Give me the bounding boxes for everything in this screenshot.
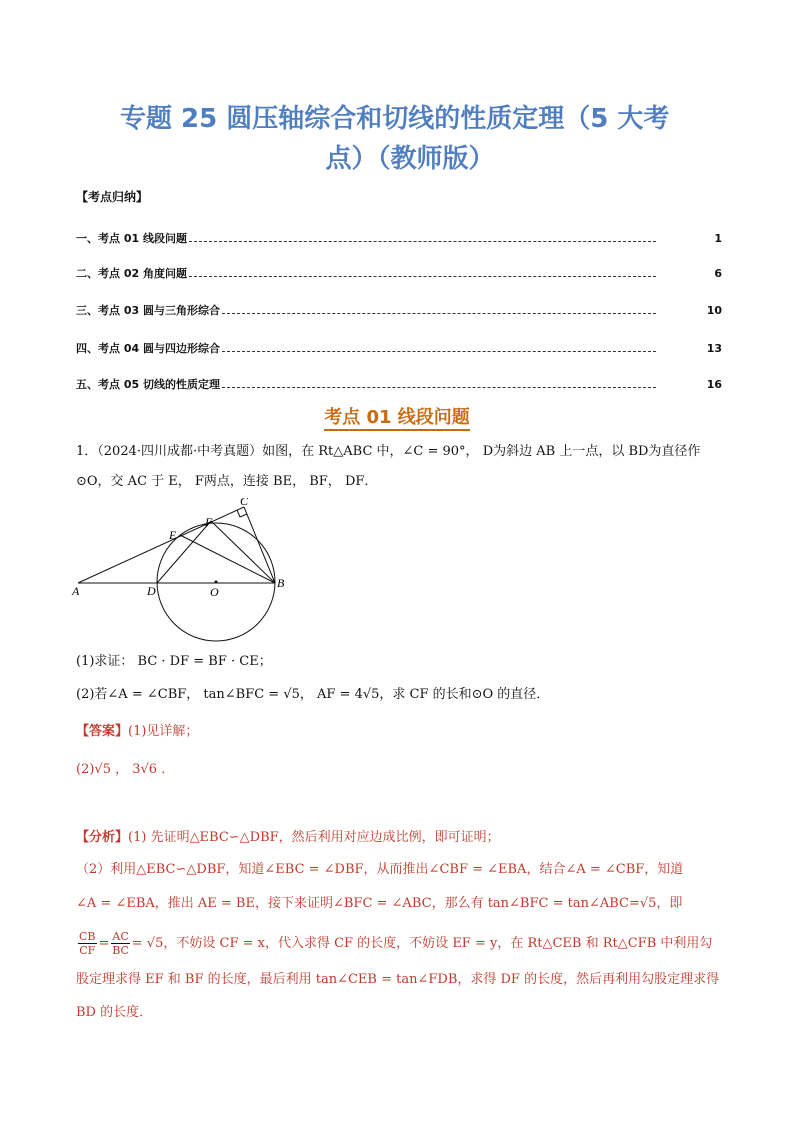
toc-leader (222, 306, 656, 314)
problem-line1: 1．（2024·四川成都·中考真题）如图，在 Rt△ABC 中，∠C = 90°， D为斜边 AB 上一点，以 BD为直径作 (76, 444, 701, 459)
toc-item[interactable] (76, 265, 722, 281)
analysis-tag: 【分析】 (76, 830, 129, 845)
problem-line2: ⊙O，交 AC 于 E， F两点，连接 BE， BF， DF． (76, 474, 378, 489)
toc-item-label: 五、考点 05 切线的性质定理 (76, 378, 220, 391)
answer-line1 (76, 722, 726, 742)
toc-leader (222, 344, 656, 352)
label-c: C (240, 498, 249, 508)
answer-part1: (1)见详解； (128, 724, 199, 739)
toc-item-page: 13 (706, 341, 722, 355)
label-o: O (210, 585, 219, 599)
label-d: D (147, 584, 156, 598)
toc-item-label: 四、考点 04 圆与四边形综合 (76, 342, 220, 355)
toc-item[interactable] (76, 230, 722, 246)
label-f: F (205, 515, 213, 529)
center-point (215, 581, 218, 584)
toc-leader (189, 269, 656, 277)
analysis-text-4: = √5，不妨设 CF = x，代入求得 CF 的长度，不妨设 EF = y，在 Rt△CEB 和 Rt△CFB 中利用勾 (131, 936, 713, 951)
label-b: B (277, 576, 285, 590)
document-title-line2: 点）（教师版） (325, 144, 495, 174)
toc-item[interactable] (76, 376, 722, 392)
toc-item-label: 三、考点 03 圆与三角形综合 (76, 304, 220, 317)
toc-item[interactable] (76, 302, 722, 318)
fraction-ac-bc (111, 930, 129, 957)
analysis-line6: BD 的长度． (76, 1005, 153, 1020)
toc-item-label: 二、考点 02 角度问题 (76, 267, 187, 280)
segment-cb (244, 507, 275, 583)
toc-item-page: 16 (706, 377, 722, 391)
segment-ac (78, 507, 244, 583)
fraction-numerator: CB (79, 930, 96, 943)
fraction-denominator: BC (112, 944, 129, 957)
fraction-denominator: CF (79, 944, 96, 957)
analysis-text-1: (1) 先证明△EBC∽△DBF，然后利用对应边成比例，即可证明； (128, 830, 500, 845)
toc-item-page: 1 (714, 231, 722, 245)
analysis-line1 (76, 828, 726, 848)
fraction-cb-cf (78, 930, 97, 957)
segment-bf (211, 521, 275, 583)
section-title (0, 403, 794, 429)
answer-part2: (2)√5 ， 3√6 ． (76, 762, 175, 777)
geometry-figure (66, 498, 296, 648)
analysis-line5: 股定理求得 EF 和 BF 的长度，最后利用 tan∠CEB = tan∠FDB，求得 DF 的长度，然后再利用勾股定理求得 (76, 972, 720, 987)
segment-be (180, 535, 275, 583)
toc-item-label: 一、考点 01 线段问题 (76, 232, 187, 245)
analysis-line3: ∠A = ∠EBA，推出 AE = BE，接下来证明∠BFC = ∠ABC，那么有 tan∠BFC = tan∠ABC=√5，即 (76, 896, 683, 911)
fraction-numerator: AC (112, 930, 129, 943)
label-a: A (72, 584, 80, 598)
toc-item-page: 6 (714, 266, 722, 280)
label-e: E (169, 528, 177, 542)
toc-leader (189, 234, 656, 242)
toc-item[interactable] (76, 340, 722, 356)
section-title-text: 考点 01 线段问题 (324, 407, 470, 431)
question-1: (1)求证： BC · DF = BF · CE； (76, 654, 272, 669)
toc-heading: 【考点归纳】 (76, 190, 149, 204)
answer-tag: 【答案】 (76, 724, 129, 739)
document-title-line1: 专题 25 圆压轴综合和切线的性质定理（5 大考 (120, 104, 670, 134)
question-2: (2)若∠A = ∠CBF， tan∠BFC = √5， AF = 4√5，求 CF 的长和⊙O 的直径． (76, 687, 550, 702)
analysis-line4: $\frac{CB}{CF}$ = $\frac{AC}{BC}$ = √5，不妨设 CF = x，代入求得 CF 的长度，不妨设 EF = y，在 Rt△CEB 和 Rt△CFB 中利用勾 (79, 930, 713, 957)
toc-leader (222, 380, 656, 388)
analysis-line2: （2）利用△EBC∽△DBF，知道∠EBC = ∠DBF，从而推出∠CBF = ∠EBA，结合∠A = ∠CBF，知道 (76, 862, 684, 877)
toc-item-page: 10 (706, 303, 722, 317)
